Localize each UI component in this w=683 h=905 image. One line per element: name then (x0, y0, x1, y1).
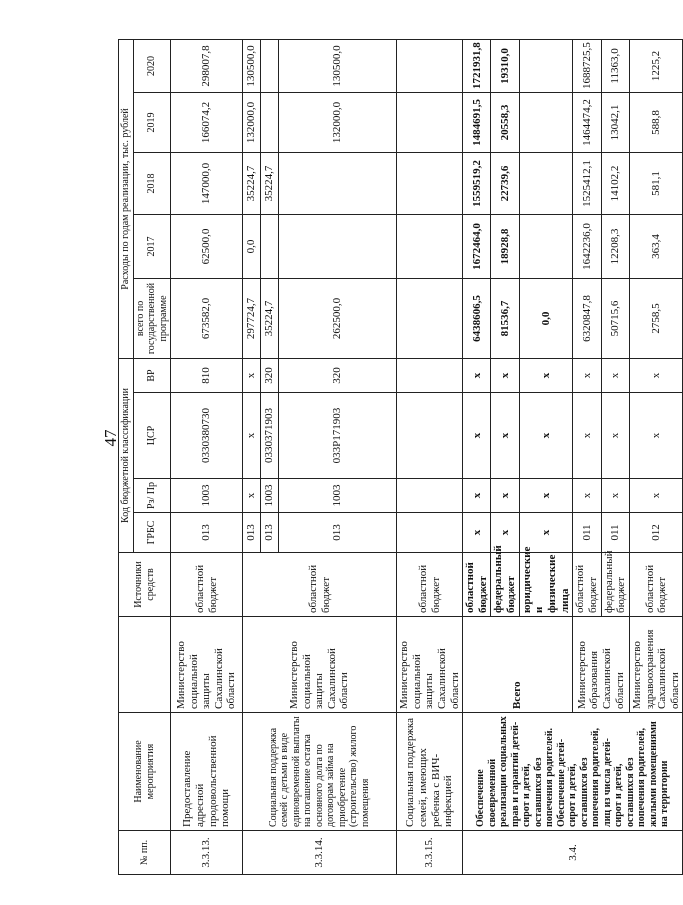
header-sources: Источники средств (119, 553, 171, 617)
cell-2018: 147000,0 (171, 152, 243, 214)
cell-csr: х (573, 393, 601, 479)
cell-2020: 19310,0 (491, 39, 519, 92)
table-row (397, 39, 463, 874)
header-rz-pr: Рз/ Пр (133, 479, 171, 513)
cell-2017: 1672464,0 (463, 214, 491, 278)
cell-2018: 35224,7 (243, 152, 261, 214)
cell-vr: х (573, 358, 601, 392)
row-source: федеральный бюджет (491, 553, 519, 617)
header-num: № пп. (119, 831, 171, 875)
header-csr: ЦСР (133, 393, 171, 479)
cell-rz (397, 479, 463, 513)
cell-2017: 0,0 (243, 214, 261, 278)
cell-vr: х (243, 358, 261, 392)
cell-total: 2758,5 (629, 278, 683, 358)
row-source: областной бюджет (171, 553, 243, 617)
cell-grbs: 013 (171, 513, 243, 553)
row-num: 3.3.14. (243, 831, 397, 875)
cell-rz: х (243, 479, 261, 513)
cell-grbs: 013 (243, 513, 261, 553)
cell-2020: 298007,8 (171, 39, 243, 92)
header-expenses: Расходы по годам реализации, тыс. рублей (119, 39, 134, 358)
cell-2019: 20558,3 (491, 92, 519, 152)
header-2020: 2020 (133, 39, 171, 92)
cell-2017: 62500,0 (171, 214, 243, 278)
cell-rz: х (601, 479, 629, 513)
cell-2019 (261, 92, 279, 152)
cell-total: 6438606,5 (463, 278, 491, 358)
row-source: областной бюджет (243, 553, 397, 617)
row-source: юридические и физические лица (519, 553, 573, 617)
cell-2019: 1464474,2 (573, 92, 601, 152)
cell-vr: 810 (171, 358, 243, 392)
cell-total: 81536,7 (491, 278, 519, 358)
cell-2017: 18928,8 (491, 214, 519, 278)
cell-vr: х (491, 358, 519, 392)
header-2017: 2017 (133, 214, 171, 278)
cell-rz: х (629, 479, 683, 513)
cell-csr: х (601, 393, 629, 479)
row-executor: Министерство социальной защиты Сахалинской области (171, 617, 243, 713)
row-source: федеральный бюджет (601, 553, 629, 617)
header-executor (119, 617, 171, 713)
header-total: всего по государственной программе (133, 278, 171, 358)
cell-csr: х (629, 393, 683, 479)
cell-2020 (519, 39, 573, 92)
row-name: Обеспечение своевременной реализации социальных прав и гарантий детей-сирот и детей, оставшихся без попечения родителей. Обеспечение детей-сирот и детей, оставшихся без попечения родителей, лиц из числа детей-сирот и детей, оставшихся без попечения родителей, жилыми помещениями на территории (463, 713, 683, 831)
cell-2019: 588,8 (629, 92, 683, 152)
header-budget-code: Код бюджетной классификации (119, 358, 134, 552)
cell-vr: х (463, 358, 491, 392)
cell-2017 (279, 214, 397, 278)
cell-2019: 1484691,5 (463, 92, 491, 152)
row-name: Предоставление адресной продовольственной помощи (171, 713, 243, 831)
cell-rz: х (573, 479, 601, 513)
cell-vr: х (629, 358, 683, 392)
cell-2017: 1642236,0 (573, 214, 601, 278)
header-grbs: ГРБС (133, 513, 171, 553)
header-2018: 2018 (133, 152, 171, 214)
cell-vr: 320 (261, 358, 279, 392)
cell-total: 262500,0 (279, 278, 397, 358)
row-source: областной бюджет (573, 553, 601, 617)
cell-csr: 033P171903 (279, 393, 397, 479)
cell-rz: 1003 (261, 479, 279, 513)
cell-2018: 14102,2 (601, 152, 629, 214)
cell-grbs: 011 (573, 513, 601, 553)
cell-total (397, 278, 463, 358)
cell-grbs: х (463, 513, 491, 553)
cell-2018 (519, 152, 573, 214)
table-row (171, 39, 243, 874)
cell-2018: 35224,7 (261, 152, 279, 214)
cell-2020: 1721931,8 (463, 39, 491, 92)
row-name: Социальная поддержка семей, имеющих ребенка с ВИЧ-инфекцией (397, 713, 463, 831)
cell-2019 (519, 92, 573, 152)
cell-csr: 0330380730 (171, 393, 243, 479)
cell-grbs: х (519, 513, 573, 553)
cell-total: 50715,6 (601, 278, 629, 358)
cell-2020: 1225,2 (629, 39, 683, 92)
row-name: Социальная поддержка семей с детьми в виде единовременной выплаты на погашение остатка основного долга по договорам займа на приобретение (строительство) жилого помещения (243, 713, 397, 831)
row-total-label: Всего (463, 617, 573, 713)
cell-2020: 1688725,5 (573, 39, 601, 92)
cell-csr: х (491, 393, 519, 479)
cell-2020: 130500,0 (243, 39, 261, 92)
cell-csr: х (463, 393, 491, 479)
cell-2018 (279, 152, 397, 214)
cell-2020: 11363,0 (601, 39, 629, 92)
header-vr: ВР (133, 358, 171, 392)
cell-total: 6320847,8 (573, 278, 601, 358)
cell-grbs: 013 (279, 513, 397, 553)
row-executor: Министерство социальной защиты Сахалинской области (243, 617, 397, 713)
table-header (119, 39, 171, 874)
cell-vr: х (519, 358, 573, 392)
cell-2019: 132000,0 (243, 92, 261, 152)
cell-2019: 166074,2 (171, 92, 243, 152)
cell-rz: х (463, 479, 491, 513)
cell-csr: х (243, 393, 261, 479)
table-row (243, 39, 261, 874)
cell-grbs (397, 513, 463, 553)
cell-rz: х (491, 479, 519, 513)
row-executor: Министерство образования Сахалинской области (573, 617, 630, 713)
row-source: областной бюджет (629, 553, 683, 617)
cell-grbs: 011 (601, 513, 629, 553)
cell-2018: 1525412,1 (573, 152, 601, 214)
row-source: областной бюджет (463, 553, 491, 617)
cell-vr: 320 (279, 358, 397, 392)
cell-grbs: х (491, 513, 519, 553)
cell-total: 0,0 (519, 278, 573, 358)
cell-csr (397, 393, 463, 479)
cell-total: 297724,7 (243, 278, 261, 358)
row-executor: Министерство социальной защиты Сахалинской области (397, 617, 463, 713)
page-number: 47 (101, 429, 120, 447)
cell-total: 673582,0 (171, 278, 243, 358)
cell-2020 (261, 39, 279, 92)
cell-csr: 0330371903 (261, 393, 279, 479)
cell-2019 (397, 92, 463, 152)
row-source: областной бюджет (397, 553, 463, 617)
row-num: 3.3.13. (171, 831, 243, 875)
cell-2017 (397, 214, 463, 278)
header-2019: 2019 (133, 92, 171, 152)
cell-2017: 363,4 (629, 214, 683, 278)
cell-rz: 1003 (279, 479, 397, 513)
cell-grbs: 012 (629, 513, 683, 553)
cell-2018: 22739,6 (491, 152, 519, 214)
cell-grbs: 013 (261, 513, 279, 553)
cell-vr: х (601, 358, 629, 392)
row-num: 3.4. (463, 831, 683, 875)
cell-2018: 581,1 (629, 152, 683, 214)
budget-table (118, 39, 683, 875)
cell-2017 (519, 214, 573, 278)
cell-total: 35224,7 (261, 278, 279, 358)
cell-2019: 132000,0 (279, 92, 397, 152)
cell-2020: 130500,0 (279, 39, 397, 92)
cell-vr (397, 358, 463, 392)
cell-2020 (397, 39, 463, 92)
cell-2018 (397, 152, 463, 214)
table-row (463, 39, 491, 874)
row-num: 3.3.15. (397, 831, 463, 875)
cell-rz: х (519, 479, 573, 513)
cell-2019: 13042,1 (601, 92, 629, 152)
cell-rz: 1003 (171, 479, 243, 513)
cell-2018: 1559519,2 (463, 152, 491, 214)
cell-csr: х (519, 393, 573, 479)
row-executor: Министерство здравоохранения Сахалинской области (629, 617, 683, 713)
cell-2017 (261, 214, 279, 278)
header-name: Наименование мероприятия (119, 713, 171, 831)
cell-2017: 12208,3 (601, 214, 629, 278)
